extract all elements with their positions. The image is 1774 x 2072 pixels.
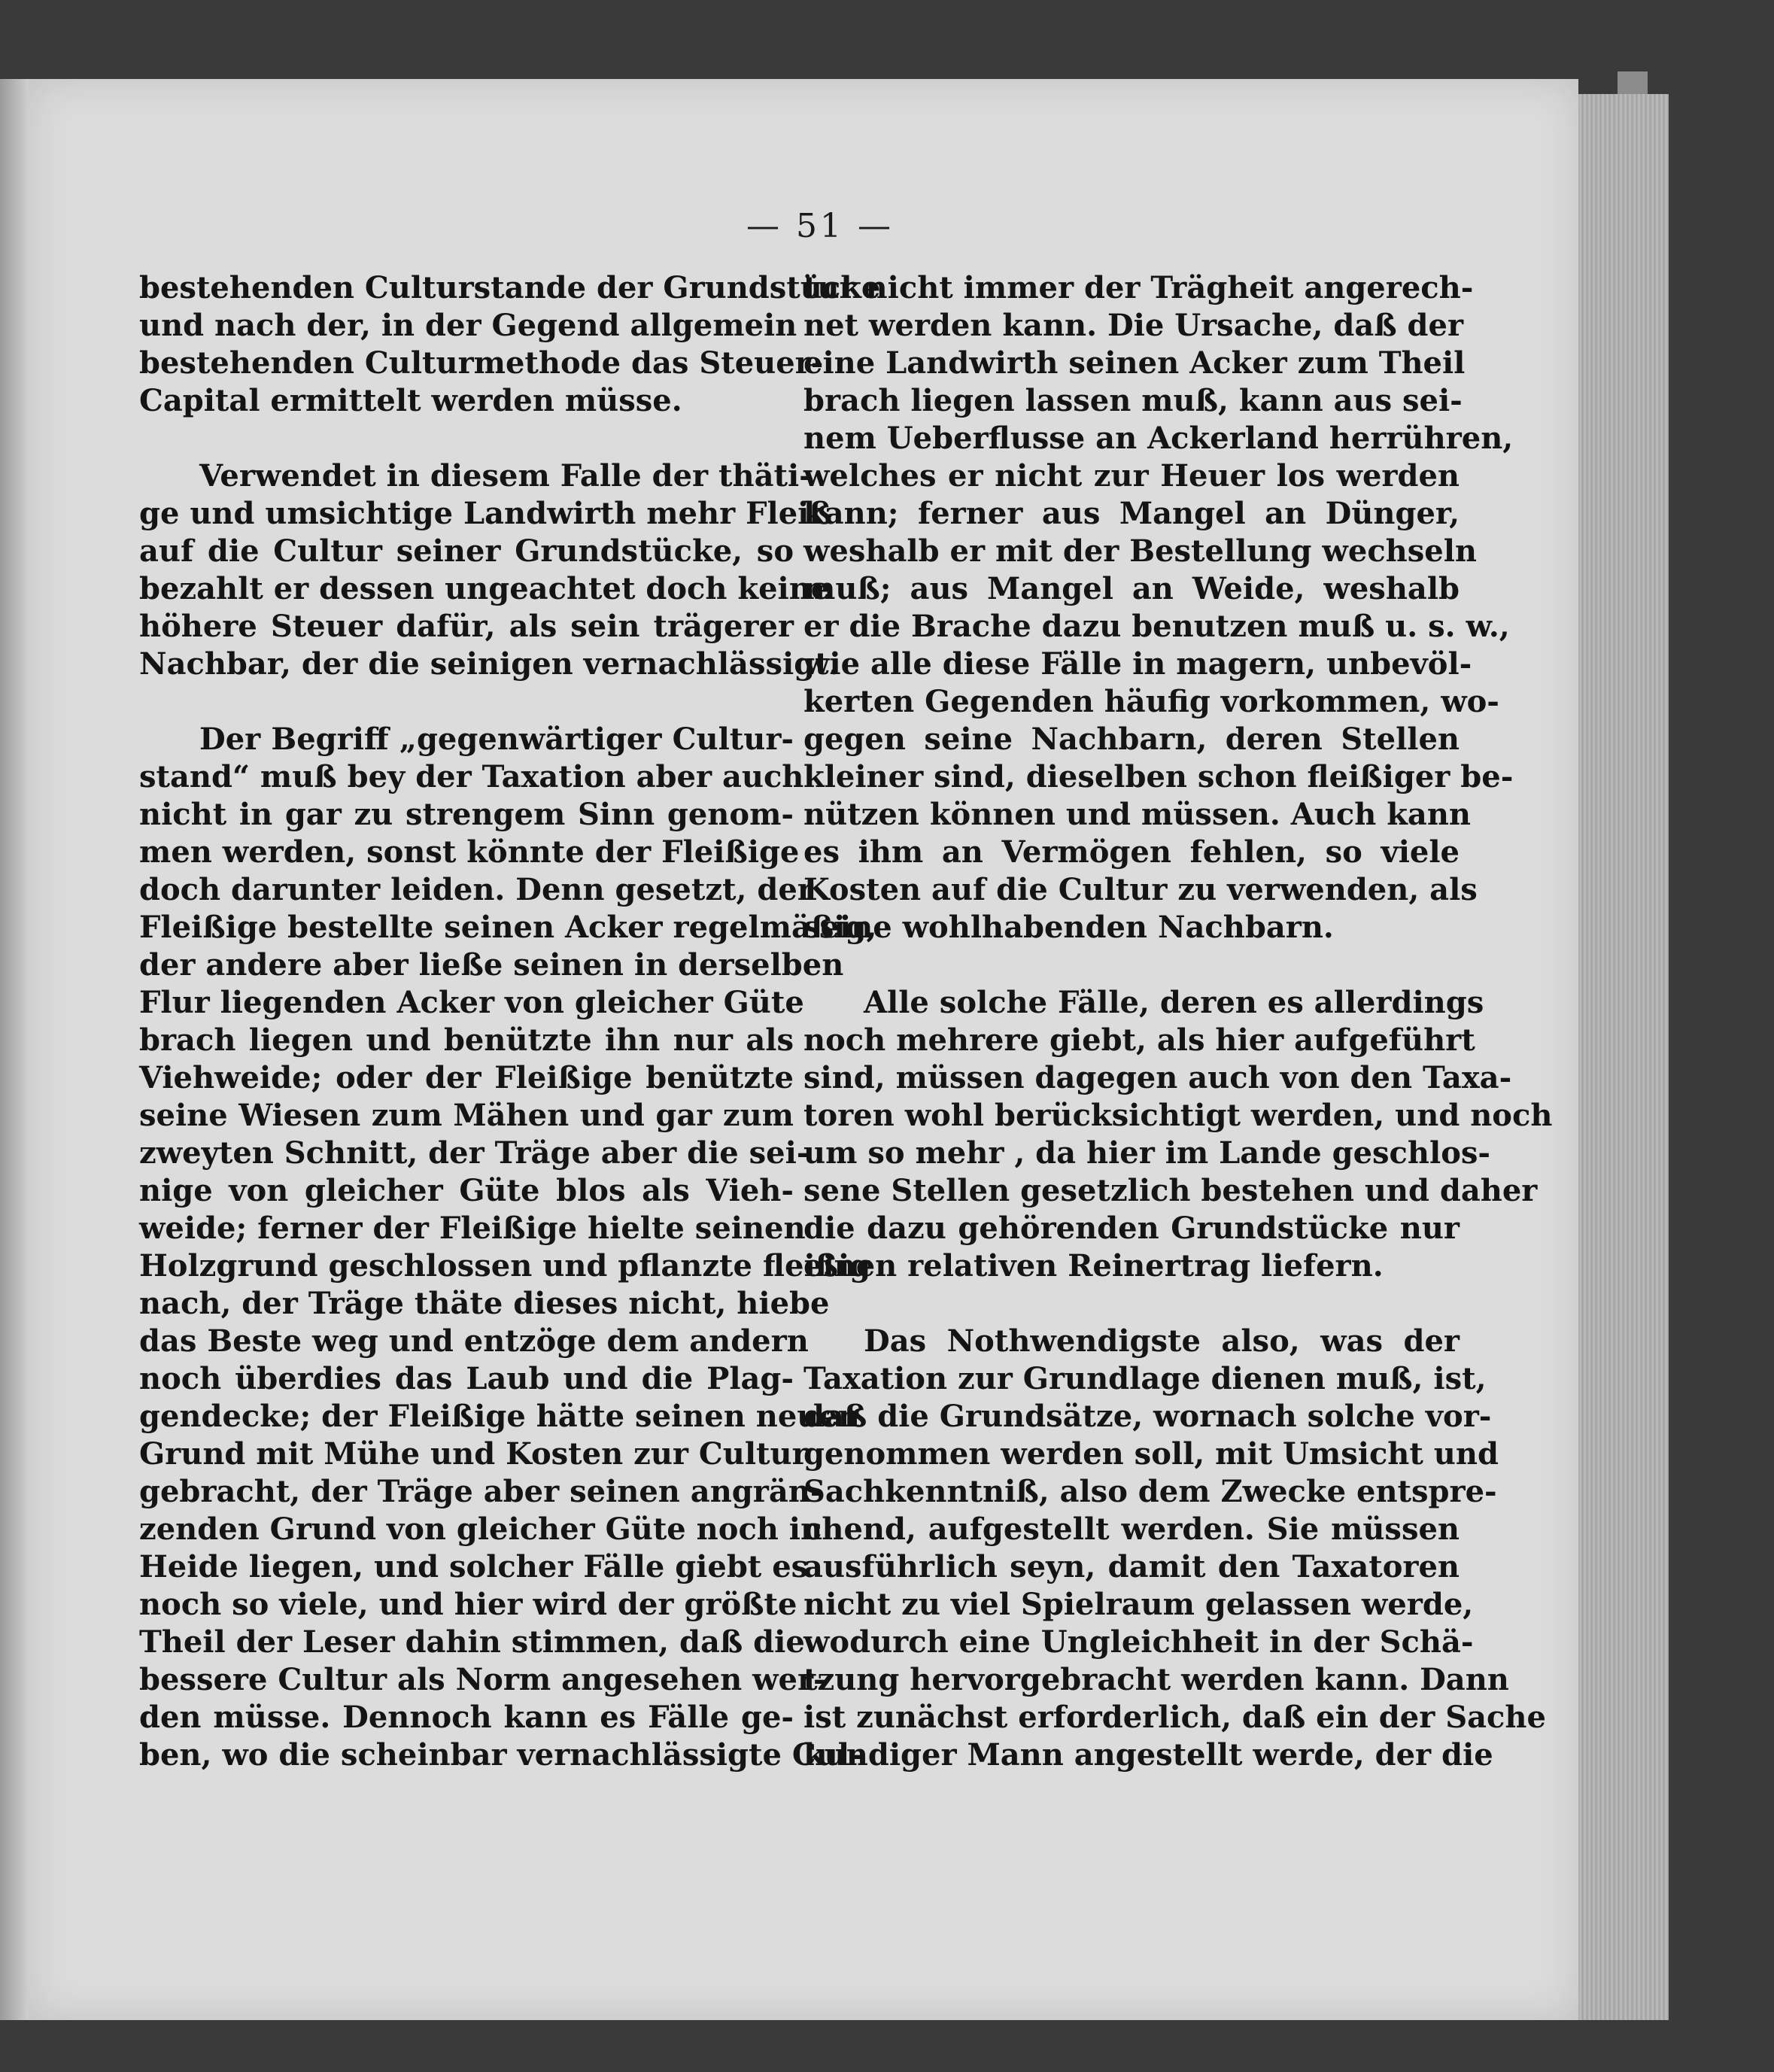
text-line: das Beste weg und entzöge dem andern	[139, 1323, 809, 1359]
text-line: eine Landwirth seinen Acker zum Theil	[803, 345, 1466, 381]
text-line: welches er nicht zur Heuer los werden	[803, 458, 1460, 494]
text-line: ist zunächst erforderlich, daß ein der Sache	[803, 1700, 1546, 1735]
text-line: sene Stellen gesetzlich bestehen und daher	[803, 1173, 1538, 1208]
text-line: chend, aufgestellt werden. Sie müssen	[803, 1511, 1460, 1547]
right-text-column	[803, 269, 1553, 1774]
text-line: um so mehr , da hier im Lande geschlos-	[803, 1135, 1490, 1171]
text-line: Heide liegen, und solcher Fälle giebt es	[139, 1549, 809, 1584]
text-line: kleiner sind, dieselben schon fleißiger be-	[803, 759, 1514, 794]
text-line: Taxation zur Grundlage dienen muß, ist,	[803, 1361, 1487, 1396]
text-line: men werden, sonst könnte der Fleißige	[139, 834, 800, 870]
paragraph	[139, 269, 881, 420]
paragraph	[139, 721, 877, 1774]
text-line: weshalb er mit der Bestellung wechseln	[803, 533, 1477, 569]
text-line: kerten Gegenden häufig vorkommen, wo-	[803, 684, 1499, 719]
text-line: wie alle diese Fälle in magern, unbevöl-	[803, 646, 1472, 682]
paragraph	[139, 457, 840, 683]
text-line: Grund mit Mühe und Kosten zur Cultur	[139, 1436, 808, 1472]
text-line: einen relativen Reinertrag liefern.	[803, 1248, 1384, 1284]
text-line: ausführlich seyn, damit den Taxatoren	[803, 1549, 1460, 1584]
text-line: Verwendet in diesem Falle der thäti-	[199, 458, 812, 494]
text-line: wodurch eine Ungleichheit in der Schä-	[803, 1624, 1474, 1660]
text-line: gegen seine Nachbarn, deren Stellen	[803, 722, 1460, 757]
text-line: gebracht, der Träge aber seinen angrän-	[139, 1474, 823, 1509]
text-line: die dazu gehörenden Grundstücke nur	[803, 1211, 1460, 1246]
text-line: muß; aus Mangel an Weide, weshalb	[803, 571, 1460, 606]
text-line: stand“ muß bey der Taxation aber auch	[139, 759, 804, 794]
text-line: nem Ueberflusse an Ackerland herrühren,	[803, 421, 1514, 456]
text-line: noch überdies das Laub und die Plag-	[139, 1361, 794, 1396]
text-line: Nachbar, der die seinigen vernachlässigt.	[139, 646, 840, 682]
text-line: weide; ferner der Fleißige hielte seinen	[139, 1211, 806, 1246]
text-line: noch mehrere giebt, als hier aufgeführt	[803, 1022, 1475, 1058]
text-line: Flur liegenden Acker von gleicher Güte	[139, 985, 804, 1020]
text-line: kann; ferner aus Mangel an Dünger,	[803, 496, 1460, 531]
text-line: den müsse. Dennoch kann es Fälle ge-	[139, 1700, 794, 1735]
text-line: nach, der Träge thäte dieses nicht, hiebe	[139, 1286, 830, 1321]
text-line: brach liegen lassen muß, kann aus sei-	[803, 383, 1463, 418]
text-line: genommen werden soll, mit Umsicht und	[803, 1436, 1499, 1472]
text-line: Alle solche Fälle, deren es allerdings	[864, 985, 1484, 1020]
text-line: auf die Cultur seiner Grundstücke, so	[139, 533, 794, 569]
left-text-column	[139, 269, 881, 1774]
text-line: Holzgrund geschlossen und pflanzte fleißig	[139, 1248, 871, 1284]
text-line: bessere Cultur als Norm angesehen wer-	[139, 1662, 826, 1697]
text-line: doch darunter leiden. Denn gesetzt, der	[139, 872, 813, 907]
text-line: Sachkenntniß, also dem Zwecke entspre-	[803, 1474, 1497, 1509]
text-line: ben, wo die scheinbar vernachlässigte Cul-	[139, 1737, 862, 1773]
text-line: gendecke; der Fleißige hätte seinen neuen	[139, 1399, 860, 1434]
text-line: höhere Steuer dafür, als sein trägerer	[139, 609, 794, 644]
text-line: toren wohl berücksichtigt werden, und noch	[803, 1098, 1553, 1133]
paragraph	[803, 1323, 1546, 1774]
text-line: noch so viele, und hier wird der größte	[139, 1587, 797, 1622]
text-line: bestehenden Culturstande der Grundstücke	[139, 270, 881, 305]
paragraph-gap	[139, 420, 794, 457]
text-line: der andere aber ließe seinen in derselben	[139, 947, 844, 983]
text-line: seine Wiesen zum Mähen und gar zum	[139, 1098, 794, 1133]
paragraph-gap	[803, 946, 1460, 984]
text-line: sind, müssen dagegen auch von den Taxa-	[803, 1060, 1512, 1095]
paragraph	[803, 269, 1514, 946]
paragraph	[803, 984, 1553, 1285]
text-line: er die Brache dazu benutzen muß u. s. w.,	[803, 609, 1510, 644]
text-line: tzung hervorgebracht werden kann. Dann	[803, 1662, 1509, 1697]
text-line: ge und umsichtige Landwirth mehr Fleiß	[139, 496, 832, 531]
text-line: Theil der Leser dahin stimmen, daß die	[139, 1624, 805, 1660]
text-line: Das Nothwendigste also, was der	[864, 1323, 1460, 1359]
text-line: zweyten Schnitt, der Träge aber die sei-	[139, 1135, 810, 1171]
text-line: nige von gleicher Güte blos als Vieh-	[139, 1173, 794, 1208]
text-line: Kosten auf die Cultur zu verwenden, als	[803, 872, 1478, 907]
paragraph-gap	[803, 1285, 1460, 1323]
text-line: kundiger Mann angestellt werde, der die	[803, 1737, 1493, 1773]
text-line: daß die Grundsätze, wornach solche vor-	[803, 1399, 1492, 1434]
text-line: tur nicht immer der Trägheit angerech-	[803, 270, 1474, 305]
text-line: net werden kann. Die Ursache, daß der	[803, 308, 1464, 343]
text-line: nützen können und müssen. Auch kann	[803, 797, 1471, 832]
text-line: brach liegen und benützte ihn nur als	[139, 1022, 794, 1058]
text-line: bestehenden Culturmethode das Steuer-	[139, 345, 824, 381]
page-stack-edge	[1578, 94, 1669, 2020]
text-line: nicht in gar zu strengem Sinn genom-	[139, 797, 794, 832]
text-line: Der Begriff „gegenwärtiger Cultur-	[199, 722, 794, 757]
text-line: zenden Grund von gleicher Güte noch in	[139, 1511, 823, 1547]
text-line: Viehweide; oder der Fleißige benützte	[139, 1060, 794, 1095]
previous-page-edge	[0, 79, 29, 2020]
text-line: seine wohlhabenden Nachbarn.	[803, 910, 1334, 945]
page-number: — 51 —	[746, 207, 894, 245]
text-line: es ihm an Vermögen fehlen, so viele	[803, 834, 1460, 870]
text-line: nicht zu viel Spielraum gelassen werde,	[803, 1587, 1474, 1622]
paragraph-gap	[139, 683, 794, 721]
text-line: und nach der, in der Gegend allgemein	[139, 308, 797, 343]
text-line: Fleißige bestellte seinen Acker regelmäßig,	[139, 910, 877, 945]
text-line: Capital ermittelt werden müsse.	[139, 383, 682, 418]
text-line: bezahlt er dessen ungeachtet doch keine	[139, 571, 831, 606]
